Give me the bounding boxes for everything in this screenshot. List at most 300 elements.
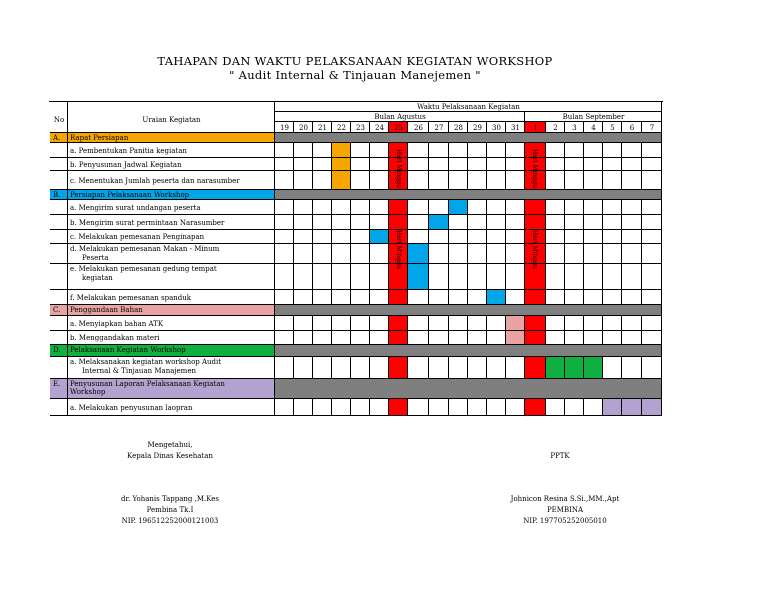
day-cell [565, 158, 584, 171]
header-day: 30 [492, 124, 501, 132]
day-cell [525, 290, 546, 305]
header-day: 31 [511, 124, 520, 132]
day-cell [506, 290, 525, 305]
day-cell [468, 357, 487, 379]
day-cell [408, 399, 429, 416]
day-cell [506, 158, 525, 171]
day-cell [389, 357, 408, 379]
day-cell [546, 215, 565, 230]
task-label: b. Menggandakan materi [70, 334, 160, 342]
day-cell [351, 171, 370, 190]
day-cell [603, 357, 622, 379]
day-cell [370, 200, 389, 215]
day-cell [622, 290, 642, 305]
day-cell [565, 264, 584, 290]
day-cell [487, 290, 506, 305]
day-cell [468, 331, 487, 345]
day-cell [546, 316, 565, 331]
task-no-cell [50, 264, 68, 290]
day-cell [449, 200, 468, 215]
section-label: Persiapan Pelaksanaan Workshop [70, 191, 190, 199]
day-cell [565, 200, 584, 215]
day-cell [565, 316, 584, 331]
task-no-cell [50, 171, 68, 190]
day-cell [294, 357, 313, 379]
day-cell [332, 158, 351, 171]
day-cell [622, 316, 642, 331]
day-cell [313, 399, 332, 416]
day-cell [525, 316, 546, 331]
day-cell [332, 357, 351, 379]
day-cell [351, 143, 370, 158]
day-cell [642, 215, 662, 230]
day-cell [603, 290, 622, 305]
day-cell [565, 399, 584, 416]
section-no: C. [53, 306, 61, 314]
day-cell [429, 399, 449, 416]
task-label: a. Melaksanakan kegiatan workshop Audit [70, 358, 222, 366]
day-cell [468, 264, 487, 290]
day-cell [275, 171, 294, 190]
day-cell [449, 244, 468, 264]
day-cell [506, 331, 525, 345]
day-cell [351, 399, 370, 416]
day-cell [408, 215, 429, 230]
day-cell [468, 399, 487, 416]
day-cell [449, 290, 468, 305]
day-cell [603, 200, 622, 215]
day-cell [584, 399, 603, 416]
day-cell [642, 158, 662, 171]
header-day: 24 [375, 124, 384, 132]
day-cell [275, 244, 294, 264]
day-cell [275, 290, 294, 305]
day-cell [449, 316, 468, 331]
day-cell [584, 331, 603, 345]
day-cell [468, 171, 487, 190]
day-cell [468, 244, 487, 264]
day-cell [351, 244, 370, 264]
day-cell [642, 200, 662, 215]
day-cell [313, 143, 332, 158]
day-cell [332, 290, 351, 305]
section-no: D. [53, 346, 61, 354]
day-cell [370, 244, 389, 264]
day-cell [351, 215, 370, 230]
day-cell [642, 290, 662, 305]
day-cell [332, 171, 351, 190]
day-cell [294, 200, 313, 215]
day-cell [275, 316, 294, 331]
day-cell [275, 399, 294, 416]
day-cell [408, 244, 429, 264]
day-cell [332, 331, 351, 345]
day-cell [332, 264, 351, 290]
day-cell [449, 331, 468, 345]
day-cell [449, 158, 468, 171]
day-cell [584, 264, 603, 290]
section-gray-bar [275, 133, 662, 143]
day-cell [313, 244, 332, 264]
day-cell [275, 158, 294, 171]
day-cell [546, 230, 565, 244]
day-cell [429, 143, 449, 158]
task-label: e. Melakukan pemesanan gedung tempat [70, 265, 217, 273]
day-cell [370, 399, 389, 416]
day-cell [389, 316, 408, 331]
day-cell [429, 171, 449, 190]
task-no-cell [50, 290, 68, 305]
task-label: c. Melakukan pemesanan Penginapan [70, 233, 205, 241]
day-cell [313, 200, 332, 215]
day-cell [294, 290, 313, 305]
day-cell [429, 264, 449, 290]
day-cell [351, 316, 370, 331]
day-cell [546, 357, 565, 379]
section-label: Penggandaan Bahan [70, 306, 143, 314]
day-cell [603, 399, 622, 416]
day-cell [622, 399, 642, 416]
task-no-cell [50, 399, 68, 416]
section-no: B. [53, 191, 61, 199]
section-gray-bar [275, 190, 662, 200]
day-cell [546, 200, 565, 215]
day-cell [313, 316, 332, 331]
day-cell [506, 244, 525, 264]
day-cell [294, 171, 313, 190]
day-cell [622, 264, 642, 290]
day-cell [487, 331, 506, 345]
day-cell [642, 171, 662, 190]
task-no-cell [50, 244, 68, 264]
day-cell [449, 171, 468, 190]
day-cell [506, 316, 525, 331]
header-day: 22 [337, 124, 346, 132]
day-cell [506, 200, 525, 215]
day-cell [622, 230, 642, 244]
day-cell [603, 316, 622, 331]
day-cell [408, 171, 429, 190]
sign-left-rank: Pembina Tk.I [146, 506, 194, 514]
day-cell [294, 316, 313, 331]
holiday-label-aug-25-b: Hari Minggu [395, 230, 402, 269]
sign-left-line2: Kepala Dinas Kesehatan [127, 452, 213, 460]
day-cell [408, 331, 429, 345]
section-no: A. [53, 134, 61, 142]
day-cell [389, 215, 408, 230]
day-cell [370, 331, 389, 345]
day-cell [487, 200, 506, 215]
day-cell [332, 200, 351, 215]
day-cell [408, 264, 429, 290]
day-cell [370, 171, 389, 190]
day-cell [370, 357, 389, 379]
day-cell [429, 215, 449, 230]
day-cell [275, 357, 294, 379]
day-cell [584, 143, 603, 158]
day-cell [506, 264, 525, 290]
day-cell [408, 158, 429, 171]
sign-right-nip: NIP. 197705252005010 [523, 517, 607, 525]
day-cell [351, 158, 370, 171]
task-label-cont: Peserta [82, 254, 109, 262]
day-cell [313, 230, 332, 244]
day-cell [275, 264, 294, 290]
day-cell [565, 171, 584, 190]
day-cell [429, 230, 449, 244]
section-gray-bar [275, 379, 662, 399]
day-cell [487, 244, 506, 264]
day-cell [429, 316, 449, 331]
day-cell [332, 316, 351, 331]
day-cell [370, 215, 389, 230]
day-cell [468, 200, 487, 215]
day-cell [642, 399, 662, 416]
page-subtitle: " Audit Internal & Tinjauan Manejemen " [229, 68, 481, 82]
header-day: 21 [318, 124, 327, 132]
day-cell [449, 230, 468, 244]
day-cell [603, 158, 622, 171]
day-cell [389, 331, 408, 345]
sign-right-name: Johnicon Resina S.Si.,MM.,Apt [510, 495, 620, 503]
day-cell [449, 357, 468, 379]
header-no: No [53, 116, 65, 124]
day-cell [565, 357, 584, 379]
page-title: TAHAPAN DAN WAKTU PELAKSANAAN KEGIATAN WORKSHOP [157, 54, 553, 68]
day-cell [294, 244, 313, 264]
day-cell [584, 357, 603, 379]
header-day: 2 [553, 124, 558, 132]
day-cell [603, 171, 622, 190]
header-day: 25 [394, 124, 403, 132]
section-label: Penyusunan Laporan Pelaksanaan Kegiatan [70, 380, 225, 388]
day-cell [408, 316, 429, 331]
day-cell [642, 230, 662, 244]
day-cell [603, 143, 622, 158]
task-label-cont: Internal & Tinjauan Manajemen [82, 367, 196, 375]
task-label: a. Mengirim surat undangan peserta [70, 203, 201, 212]
day-cell [487, 264, 506, 290]
day-cell [642, 244, 662, 264]
sign-right-line2: PPTK [550, 452, 570, 460]
header-day: 4 [591, 124, 596, 132]
day-cell [429, 357, 449, 379]
day-cell [603, 230, 622, 244]
day-cell [351, 230, 370, 244]
day-cell [294, 143, 313, 158]
day-cell [370, 316, 389, 331]
task-no-cell [50, 143, 68, 158]
day-cell [449, 399, 468, 416]
sign-left-nip: NIP. 196512252000121003 [121, 517, 219, 525]
header-bulan-september: Bulan September [562, 113, 625, 121]
holiday-label-aug-25-a: Hari Minggu [395, 149, 402, 188]
holiday-label-sep-1-b: Hari Minggu [531, 230, 538, 269]
task-no-cell [50, 357, 68, 379]
header-waktu: Waktu Pelaksanaan Kegiatan [417, 103, 520, 111]
day-cell [603, 215, 622, 230]
day-cell [389, 200, 408, 215]
task-label: f. Melakukan pemesanan spanduk [70, 293, 191, 302]
day-cell [313, 158, 332, 171]
day-cell [449, 264, 468, 290]
day-cell [313, 331, 332, 345]
day-cell [546, 331, 565, 345]
day-cell [506, 357, 525, 379]
day-cell [622, 357, 642, 379]
day-cell [506, 143, 525, 158]
day-cell [429, 200, 449, 215]
sign-right-rank: PEMBINA [546, 506, 584, 514]
section-label: Rapat Persiapan [70, 134, 129, 142]
day-cell [622, 331, 642, 345]
day-cell [642, 331, 662, 345]
task-no-cell [50, 158, 68, 171]
day-cell [429, 331, 449, 345]
day-cell [487, 399, 506, 416]
day-cell [468, 158, 487, 171]
section-label: Pelaksanaan Kegiatan Workshop [70, 346, 186, 354]
day-cell [275, 215, 294, 230]
day-cell [332, 399, 351, 416]
day-cell [449, 143, 468, 158]
task-label: c. Menentukan Jumlah peserta dan narasumber [70, 176, 240, 185]
day-cell [468, 143, 487, 158]
holiday-label-sep-1-a: Hari Minggu [531, 149, 538, 188]
day-cell [565, 215, 584, 230]
day-cell [370, 143, 389, 158]
day-cell [449, 215, 468, 230]
day-cell [546, 171, 565, 190]
header-day: 28 [454, 124, 463, 132]
day-cell [389, 399, 408, 416]
day-cell [313, 264, 332, 290]
day-cell [275, 200, 294, 215]
day-cell [487, 230, 506, 244]
day-cell [584, 290, 603, 305]
task-label: b. Penyusunan Jadwal Kegiatan [70, 160, 182, 169]
day-cell [506, 399, 525, 416]
day-cell [294, 331, 313, 345]
day-cell [487, 143, 506, 158]
day-cell [429, 158, 449, 171]
header-day: 19 [280, 124, 289, 132]
day-cell [642, 316, 662, 331]
day-cell [565, 230, 584, 244]
day-cell [622, 244, 642, 264]
day-cell [603, 331, 622, 345]
sign-left-name: dr. Yohanis Tappang ,M.Kes [120, 495, 220, 503]
day-cell [487, 357, 506, 379]
day-cell [408, 230, 429, 244]
header-day: 5 [610, 124, 615, 132]
day-cell [622, 215, 642, 230]
day-cell [506, 215, 525, 230]
day-cell [351, 357, 370, 379]
day-cell [408, 143, 429, 158]
task-label-cont: kegiatan [82, 274, 113, 282]
day-cell [294, 158, 313, 171]
section-gray-bar [275, 345, 662, 357]
day-cell [370, 290, 389, 305]
day-cell [584, 244, 603, 264]
day-cell [294, 215, 313, 230]
day-cell [313, 215, 332, 230]
day-cell [370, 264, 389, 290]
day-cell [351, 290, 370, 305]
day-cell [525, 200, 546, 215]
header-uraian: Uraian Kegiatan [142, 116, 201, 124]
day-cell [642, 357, 662, 379]
day-cell [294, 264, 313, 290]
day-cell [642, 143, 662, 158]
task-label: a. Pembentukan Panitia kegiatan [70, 146, 187, 155]
task-no-cell [50, 331, 68, 345]
task-label: a. Melakukan penyusunan laopran [70, 403, 193, 412]
day-cell [468, 230, 487, 244]
day-cell [408, 200, 429, 215]
header-day: 27 [434, 124, 444, 132]
section-gray-bar [275, 305, 662, 316]
day-cell [584, 316, 603, 331]
header-day: 1 [533, 124, 538, 132]
day-cell [565, 290, 584, 305]
day-cell [584, 158, 603, 171]
header-day: 26 [414, 124, 423, 132]
day-cell [525, 399, 546, 416]
day-cell [275, 331, 294, 345]
task-no-cell [50, 230, 68, 244]
header-day: 20 [299, 124, 308, 132]
day-cell [584, 215, 603, 230]
section-label-cont: Workshop [70, 388, 106, 396]
day-cell [525, 215, 546, 230]
day-cell [370, 158, 389, 171]
day-cell [622, 171, 642, 190]
day-cell [275, 230, 294, 244]
day-cell [565, 331, 584, 345]
day-cell [622, 158, 642, 171]
day-cell [370, 230, 389, 244]
day-cell [429, 244, 449, 264]
day-cell [546, 399, 565, 416]
day-cell [525, 357, 546, 379]
day-cell [468, 290, 487, 305]
header-day: 29 [473, 124, 482, 132]
sign-left-line1: Mengetahui, [147, 441, 193, 449]
day-cell [332, 244, 351, 264]
day-cell [294, 230, 313, 244]
task-no-cell [50, 215, 68, 230]
task-label: b. Mengirim surat permintaan Narasumber [70, 218, 225, 227]
day-cell [546, 143, 565, 158]
day-cell [642, 264, 662, 290]
day-cell [487, 215, 506, 230]
day-cell [565, 143, 584, 158]
day-cell [622, 143, 642, 158]
section-no: E. [53, 380, 61, 388]
day-cell [351, 331, 370, 345]
day-cell [429, 290, 449, 305]
day-cell [487, 158, 506, 171]
day-cell [546, 290, 565, 305]
day-cell [408, 290, 429, 305]
day-cell [546, 244, 565, 264]
day-cell [332, 230, 351, 244]
day-cell [506, 230, 525, 244]
day-cell [506, 171, 525, 190]
day-cell [313, 357, 332, 379]
